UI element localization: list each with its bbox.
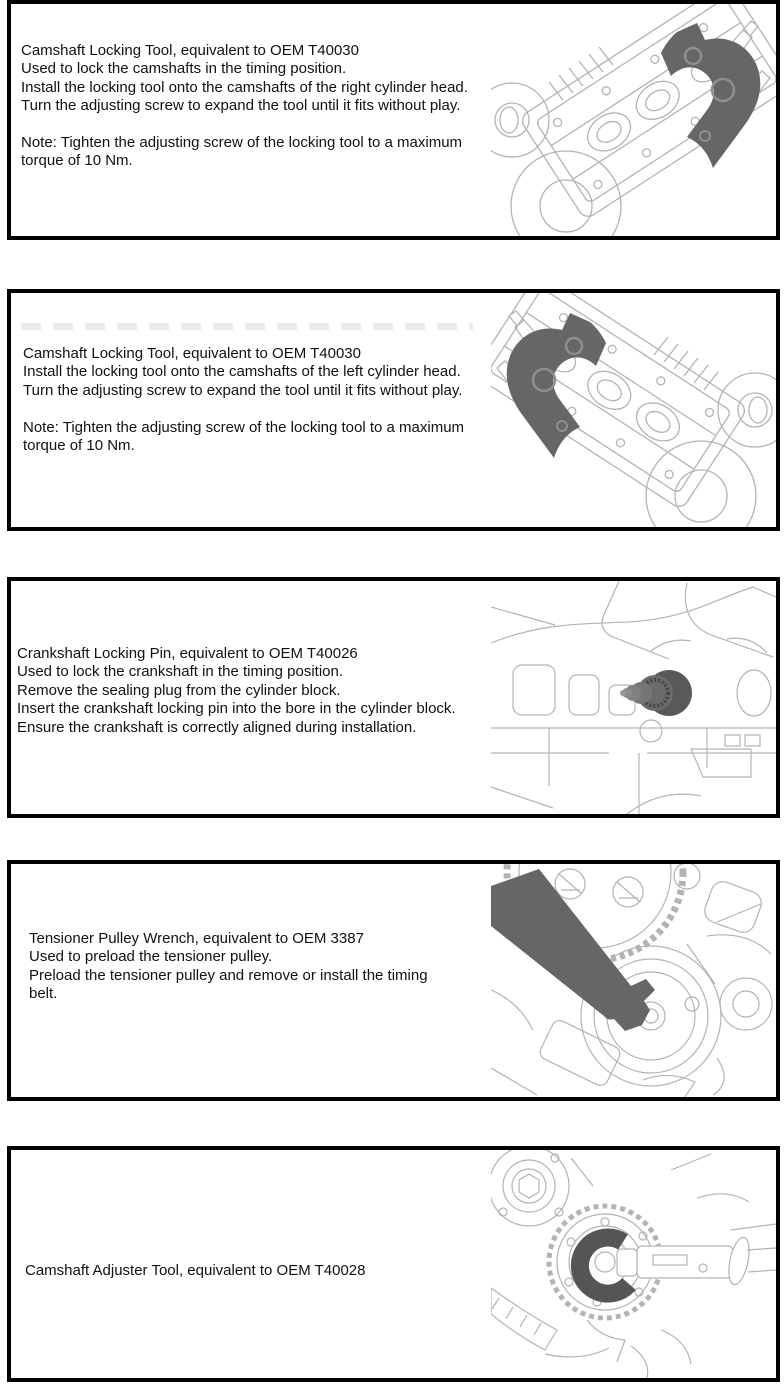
text-line: Ensure the crankshaft is correctly aligned during installation. [17,718,417,736]
text-line: Used to lock the crankshaft in the timing position. [17,663,344,681]
text-line: torque of 10 Nm. [23,437,135,455]
text-line: Preload the tensioner pulley and remove or install the timing [29,966,428,984]
cylinder-block-illustration [491,581,776,814]
text-line: Note: Tighten the adjusting screw of the locking tool to a maximum [23,418,465,436]
text-line [23,400,464,418]
text-line: Turn the adjusting screw to expand the tool until it fits without play. [21,97,461,115]
cylinder-head-right-illustration [491,4,776,236]
text-line [21,116,468,134]
panel-camshaft-adjuster-tool [7,1146,780,1382]
panel-tensioner-pulley-wrench [7,860,780,1101]
panel-text [21,42,468,171]
text-line: Used to lock the camshafts in the timing position. [21,60,347,78]
panel-text [17,645,456,737]
text-line: Camshaft Locking Tool, equivalent to OEM T40030 [23,345,361,362]
text-line: Turn the adjusting screw to expand the tool until it fits without play. [23,381,463,399]
text-line: torque of 10 Nm. [21,152,133,170]
text-line: Remove the sealing plug from the cylinder block. [17,681,341,699]
text-line: Camshaft Adjuster Tool, equivalent to OEM T40028 [25,1262,366,1279]
panel-text [25,1262,365,1280]
ghost-artifact [21,323,473,330]
panel-camshaft-locking-tool-left [7,289,780,531]
panel-text [29,930,428,1004]
text-line: Note: Tighten the adjusting screw of the locking tool to a maximum [21,134,463,152]
panel-camshaft-locking-tool-right [7,0,780,240]
text-line: Install the locking tool onto the camshafts of the left cylinder head. [23,363,461,381]
camshaft-sprocket-illustration [491,1150,776,1378]
text-line: belt. [29,985,58,1003]
text-line: Install the locking tool onto the camshafts of the right cylinder head. [21,78,468,96]
tensioner-pulley-illustration [491,864,776,1097]
text-line: Used to preload the tensioner pulley. [29,948,273,966]
text-line: Insert the crankshaft locking pin into the bore in the cylinder block. [17,700,456,718]
panel-crankshaft-locking-pin [7,577,780,818]
crankshaft-locking-pin-shape [620,670,692,716]
cylinder-head-left-illustration [491,293,776,527]
panel-text [23,345,464,455]
text-line: Crankshaft Locking Pin, equivalent to OEM T40026 [17,645,358,662]
text-line: Camshaft Locking Tool, equivalent to OEM T40030 [21,42,359,59]
text-line: Tensioner Pulley Wrench, equivalent to OEM 3387 [29,930,364,947]
